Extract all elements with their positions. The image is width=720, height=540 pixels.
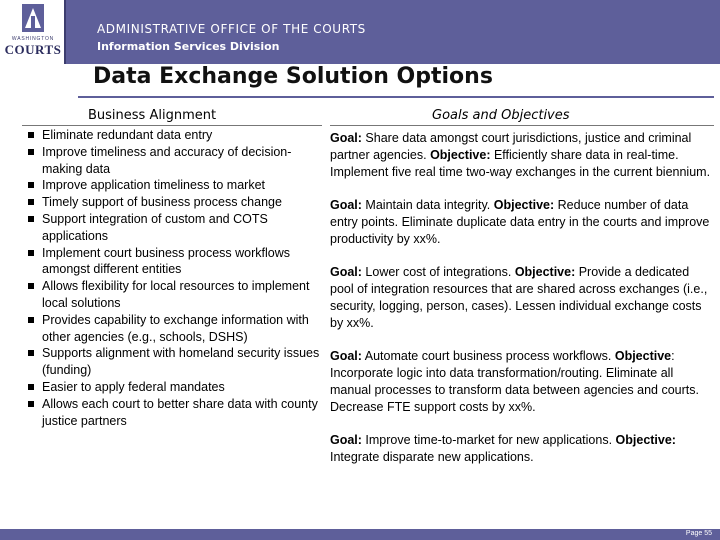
list-item-text: Support integration of custom and COTS applications <box>42 211 268 243</box>
objective-text: Provide a dedicated pool of integration resources that are shared across exchanges (i.e., security, logging, person, cases). Lessen individual exchange costs by xx%. <box>330 265 708 330</box>
square-bullet-icon <box>28 250 34 256</box>
goal-label: Goal: <box>330 265 362 280</box>
square-bullet-icon <box>28 283 34 289</box>
objective-label: Objective: <box>615 433 676 448</box>
goal-text: Maintain data integrity. <box>361 198 494 213</box>
goal-label: Goal: <box>330 349 362 364</box>
list-item-text: Timely support of business process change <box>42 195 282 210</box>
list-item <box>24 194 324 211</box>
square-bullet-icon <box>28 182 34 188</box>
square-bullet-icon <box>28 216 34 222</box>
goals-objectives-list <box>330 130 714 483</box>
business-alignment-list <box>24 127 324 429</box>
left-header-underline <box>22 125 322 126</box>
goal-label: Goal: <box>330 198 362 213</box>
list-item <box>24 278 324 312</box>
list-item <box>24 211 324 245</box>
list-item <box>24 245 324 279</box>
goal-block <box>330 197 714 247</box>
logo-emblem-icon <box>22 4 44 32</box>
objective-label: Objective: <box>514 265 576 280</box>
page-title: Data Exchange Solution Options <box>93 64 493 89</box>
objective-label: Objective <box>614 349 672 364</box>
list-item <box>24 312 324 346</box>
goals-objectives-header: Goals and Objectives <box>432 108 570 123</box>
square-bullet-icon <box>28 149 34 155</box>
objective-text: Efficiently share data in real-time. Implement five real time two-way exchanges in the current biennium. <box>330 147 711 179</box>
list-item-text: Supports alignment with homeland security issues (funding) <box>42 346 320 378</box>
square-bullet-icon <box>28 401 34 407</box>
objective-text: Reduce number of data entry points. Eliminate duplicate data entry in the courts and improve productivity by xx%. <box>330 198 710 246</box>
business-alignment-header: Business Alignment <box>88 108 217 123</box>
goal-block <box>330 432 714 466</box>
division-name: Information Services Division <box>97 40 280 53</box>
logo-state-text: WASHINGTON <box>11 36 55 42</box>
goal-text: Improve time-to-market for new applications. <box>361 433 616 448</box>
goal-text: Automate court business process workflows. <box>361 349 615 364</box>
objective-label: Objective: <box>430 147 491 162</box>
list-item-text: Improve timeliness and accuracy of decision-making data <box>42 144 292 176</box>
list-item-text: Allows each court to better share data with county justice partners <box>42 396 318 428</box>
goal-text: Lower cost of integrations. <box>361 265 515 280</box>
square-bullet-icon <box>28 384 34 390</box>
list-item-text: Implement court business process workflows amongst different entities <box>42 245 291 277</box>
goal-block <box>330 348 714 415</box>
list-item-text: Improve application timeliness to market <box>42 178 266 193</box>
list-item-text: Easier to apply federal mandates <box>42 379 225 394</box>
list-item <box>24 345 324 379</box>
square-bullet-icon <box>28 199 34 205</box>
square-bullet-icon <box>28 132 34 138</box>
list-item <box>24 127 324 144</box>
objective-text: : Incorporate logic into data transformation/routing. Eliminate all manual processes to transform data between agencies and courts. Decrease FTE support costs by xx%. <box>330 349 699 414</box>
list-item <box>24 144 324 178</box>
objective-text: Integrate disparate new applications. <box>330 450 534 465</box>
square-bullet-icon <box>28 317 34 323</box>
right-header-underline <box>330 125 714 126</box>
list-item <box>24 379 324 396</box>
square-bullet-icon <box>28 350 34 356</box>
list-item-text: Provides capability to exchange information with other agencies (e.g., schools, DSHS) <box>42 312 309 344</box>
goal-block <box>330 130 714 180</box>
goal-block <box>330 264 714 331</box>
list-item <box>24 396 324 430</box>
courts-logo <box>0 0 66 64</box>
list-item <box>24 177 324 194</box>
goal-text: Share data amongst court jurisdictions, justice and criminal partner agencies. <box>330 131 692 162</box>
footer-bar <box>0 529 720 540</box>
goal-label: Goal: <box>330 131 362 145</box>
title-divider <box>78 96 714 98</box>
objective-label: Objective: <box>493 198 555 213</box>
list-item-text: Eliminate redundant data entry <box>42 128 213 142</box>
logo-courts-text: COURTS <box>4 42 62 57</box>
organization-name: ADMINISTRATIVE OFFICE OF THE COURTS <box>97 22 366 36</box>
goal-label: Goal: <box>330 433 362 448</box>
list-item-text: Allows flexibility for local resources to implement local solutions <box>42 279 310 310</box>
page-number: Page 55 <box>685 530 712 537</box>
